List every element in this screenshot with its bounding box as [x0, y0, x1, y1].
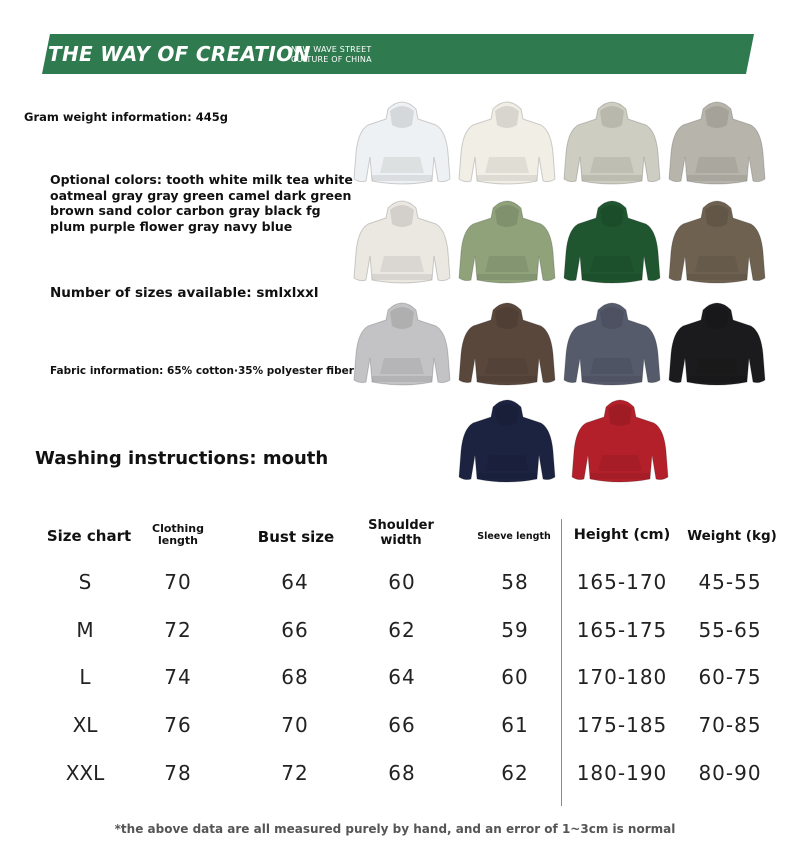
size-cell-sleeve: 58 — [501, 570, 529, 594]
fabric-info: Fabric information: 65% cotton·35% polyester fiber — [50, 365, 354, 377]
hoodie-icon — [350, 194, 454, 286]
size-cell-shoulder: 64 — [388, 665, 416, 689]
hoodie-swatch — [560, 296, 664, 388]
hoodie-icon — [665, 194, 769, 286]
size-cell-length: 76 — [164, 713, 192, 737]
hoodie-icon — [560, 296, 664, 388]
gram-weight-info: Gram weight information: 445g — [24, 110, 228, 124]
size-cell-length: 72 — [164, 618, 192, 642]
hoodie-icon — [665, 95, 769, 187]
hoodie-icon — [350, 296, 454, 388]
hoodie-swatch — [350, 194, 454, 286]
size-cell-size: S — [78, 570, 92, 594]
banner-subtitle-line1: NEW WAVE STREET — [291, 45, 372, 54]
washing-instructions: Washing instructions: mouth — [35, 448, 329, 469]
size-cell-shoulder: 66 — [388, 713, 416, 737]
size-cell-size: XXL — [65, 761, 105, 785]
banner-subtitle-line2: CULTURE OF CHINA — [291, 55, 372, 64]
size-cell-sleeve: 62 — [501, 761, 529, 785]
table-divider — [561, 519, 562, 806]
size-cell-height: 165-175 — [576, 618, 668, 642]
measurement-footnote: *the above data are all measured purely by hand, and an error of 1~3cm is normal — [114, 822, 676, 836]
hoodie-swatch — [455, 393, 559, 485]
hoodie-swatch — [560, 95, 664, 187]
banner-subtitle — [291, 45, 372, 65]
size-cell-height: 175-185 — [576, 713, 668, 737]
hoodie-icon — [455, 393, 559, 485]
size-cell-shoulder: 62 — [388, 618, 416, 642]
hoodie-swatch — [455, 95, 559, 187]
size-cell-weight: 70-85 — [698, 713, 762, 737]
hoodie-swatch — [350, 296, 454, 388]
size-cell-bust: 68 — [281, 665, 309, 689]
size-cell-weight: 55-65 — [698, 618, 762, 642]
size-cell-height: 170-180 — [576, 665, 668, 689]
size-cell-size: M — [76, 618, 94, 642]
size-cell-size: L — [79, 665, 91, 689]
size-cell-weight: 80-90 — [698, 761, 762, 785]
header-bust-size: Bust size — [257, 528, 335, 546]
hoodie-icon — [455, 95, 559, 187]
hoodie-icon — [568, 393, 672, 485]
hoodie-swatch — [568, 393, 672, 485]
hoodie-icon — [455, 194, 559, 286]
banner-title: THE WAY OF CREATION — [48, 42, 311, 66]
size-cell-bust: 64 — [281, 570, 309, 594]
hoodie-icon — [560, 194, 664, 286]
size-cell-height: 180-190 — [576, 761, 668, 785]
size-cell-shoulder: 60 — [388, 570, 416, 594]
hoodie-icon — [350, 95, 454, 187]
size-cell-length: 78 — [164, 761, 192, 785]
hoodie-icon — [560, 95, 664, 187]
header-clothing-length: Clothing length — [152, 522, 204, 547]
size-cell-bust: 70 — [281, 713, 309, 737]
header-shoulder-width: Shoulder width — [368, 518, 434, 548]
size-cell-weight: 60-75 — [698, 665, 762, 689]
size-cell-shoulder: 68 — [388, 761, 416, 785]
header-height: Height (cm) — [573, 527, 671, 543]
size-cell-weight: 45-55 — [698, 570, 762, 594]
size-cell-bust: 72 — [281, 761, 309, 785]
hoodie-swatch — [560, 194, 664, 286]
size-cell-sleeve: 60 — [501, 665, 529, 689]
header-weight: Weight (kg) — [687, 528, 777, 544]
size-cell-sleeve: 59 — [501, 618, 529, 642]
hoodie-icon — [665, 296, 769, 388]
hoodie-swatch — [455, 194, 559, 286]
header-size-chart: Size chart — [46, 527, 132, 545]
hoodie-swatch — [350, 95, 454, 187]
optional-colors-info: Optional colors: tooth white milk tea white oatmeal gray gray green camel dark green brown sand color carbon gray black fg plum purple flower gray navy blue — [50, 172, 353, 234]
size-cell-bust: 66 — [281, 618, 309, 642]
size-cell-height: 165-170 — [576, 570, 668, 594]
hoodie-swatch — [665, 296, 769, 388]
hoodie-swatch — [665, 194, 769, 286]
hoodie-icon — [455, 296, 559, 388]
size-cell-sleeve: 61 — [501, 713, 529, 737]
size-cell-length: 74 — [164, 665, 192, 689]
size-cell-length: 70 — [164, 570, 192, 594]
size-cell-size: XL — [72, 713, 98, 737]
hoodie-swatch — [455, 296, 559, 388]
sizes-available-info: Number of sizes available: smlxlxxl — [50, 285, 319, 301]
header-sleeve-length: Sleeve length — [477, 531, 551, 542]
hoodie-swatch — [665, 95, 769, 187]
